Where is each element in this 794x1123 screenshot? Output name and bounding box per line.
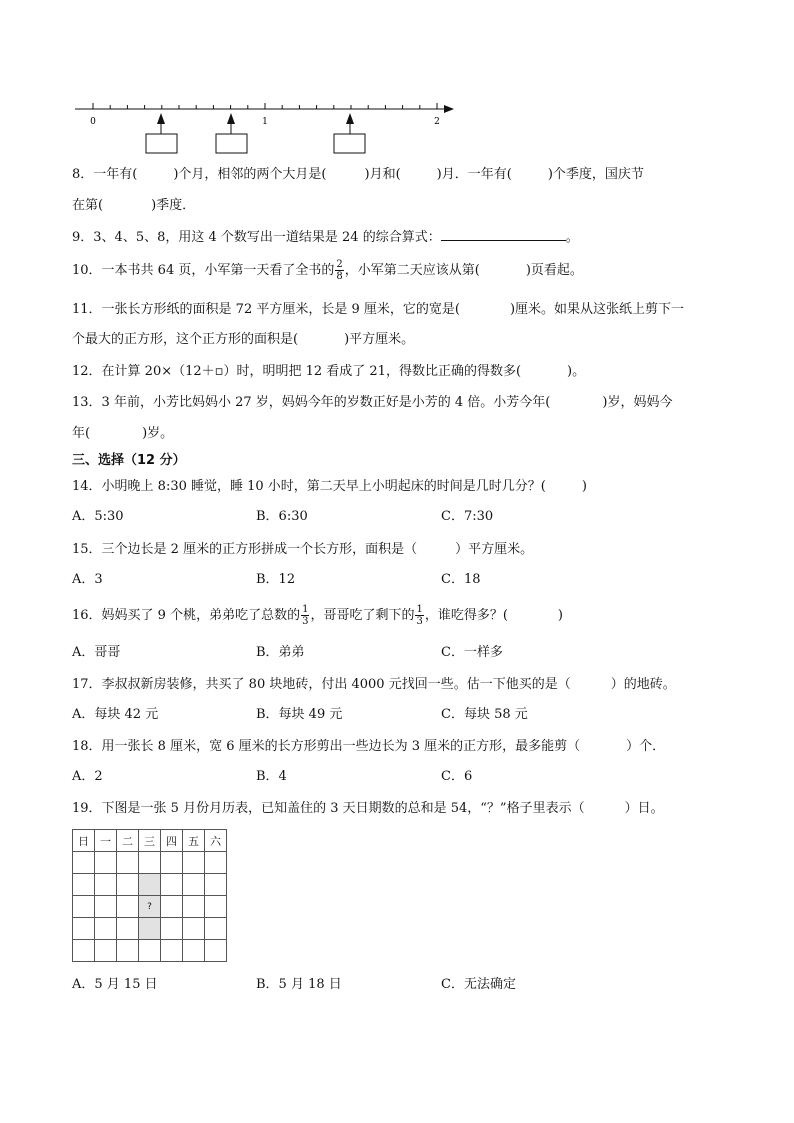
calendar-cell [73, 896, 95, 918]
answer-box-3 [334, 134, 365, 153]
q15-option-c[interactable]: C．18 [441, 572, 481, 587]
calendar-cell [205, 896, 227, 918]
calendar-header-cell: 四 [161, 830, 183, 852]
section-title-choice: 三、选择（12 分） [72, 453, 186, 468]
question-19: 19．下图是一张 5 月份月历表，已知盖住的 3 天日期数的总和是 54，“？”格子里表示（ ）日。 [72, 801, 664, 816]
number-line-figure [0, 0, 794, 160]
calendar-cell [183, 896, 205, 918]
q14-option-a[interactable]: A．5:30 [72, 509, 124, 524]
q17-option-a[interactable]: A．每块 42 元 [72, 707, 159, 722]
calendar-cell [183, 918, 205, 940]
calendar-cell [117, 874, 139, 896]
calendar-cell [205, 940, 227, 962]
fraction-1-3-a: $\frac{1}{3}$ [302, 604, 309, 627]
calendar-cell [161, 852, 183, 874]
number-line-label-0: 0 [90, 117, 96, 127]
calendar-cell [73, 852, 95, 874]
question-8-line-2: 在第( )季度． [72, 198, 196, 213]
number-line-ticks [93, 103, 437, 109]
calendar-cell [205, 874, 227, 896]
answer-box-2 [216, 134, 247, 153]
pointer-arrow-1 [146, 113, 177, 153]
calendar-cell [161, 896, 183, 918]
calendar-cell [95, 940, 117, 962]
q14-option-b[interactable]: B．6:30 [256, 509, 308, 524]
calendar-cell [95, 852, 117, 874]
pointer-arrow-2 [216, 113, 247, 153]
q19-option-b[interactable]: B．5 月 18 日 [256, 977, 342, 992]
q18-option-c[interactable]: C．6 [441, 769, 473, 784]
calendar-cell [183, 940, 205, 962]
q16-option-a[interactable]: A．哥哥 [72, 645, 121, 660]
q15-option-a[interactable]: A．3 [72, 572, 103, 587]
covered-cell [139, 874, 161, 896]
calendar-header-cell: 五 [183, 830, 205, 852]
q18-option-a[interactable]: A．2 [72, 769, 103, 784]
calendar-cell [73, 918, 95, 940]
calendar-cell [95, 874, 117, 896]
calendar-cell [205, 852, 227, 874]
question-10: 10．一本书共 64 页，小军第一天看了全书的 $\frac{2}{8}$ ，小军第二天应该从第( )页看起。 [72, 259, 583, 282]
q17-option-b[interactable]: B．每块 49 元 [256, 707, 343, 722]
question-9: 9．3、4、5、8，用这 4 个数写出一道结果是 24 的综合算式： 。 [72, 227, 579, 248]
q15-option-b[interactable]: B．12 [256, 572, 296, 587]
q16-option-b[interactable]: B．弟弟 [256, 645, 305, 660]
calendar-cell [161, 918, 183, 940]
calendar-header-cell: 二 [117, 830, 139, 852]
calendar-cell [117, 896, 139, 918]
question-11-line-2: 个最大的正方形，这个正方形的面积是( )平方厘米。 [72, 332, 415, 347]
number-line-label-2: 2 [434, 117, 440, 127]
q14-option-c[interactable]: C．7:30 [441, 509, 494, 524]
fraction-1-3-b: $\frac{1}{3}$ [416, 604, 423, 627]
calendar-cell [73, 940, 95, 962]
question-17: 17．李叔叔新房装修，共买了 80 块地砖，付出 4000 元找回一些。估一下他买的是（ ）的地砖。 [72, 677, 676, 692]
question-13-line-1: 13．3 年前，小芳比妈妈小 27 岁，妈妈今年的岁数正好是小芳的 4 倍。小芳今年( )岁，妈妈今 [72, 395, 673, 410]
question-11-line-1: 11．一张长方形纸的面积是 72 平方厘米，长是 9 厘米，它的宽是( )厘米。如果从这张纸上剪下一 [72, 302, 685, 317]
calendar-cell [205, 918, 227, 940]
calendar-row [73, 918, 227, 940]
question-16: 16．妈妈买了 9 个桃，弟弟吃了总数的 $\frac{1}{3}$ ，哥哥吃了剩下的 $\frac{1}{3}$ ，谁吃得多？( ) [72, 604, 563, 627]
calendar-row [73, 896, 227, 918]
calendar-header-cell: 三 [139, 830, 161, 852]
calendar-cell [139, 940, 161, 962]
q16-option-c[interactable]: C．一样多 [441, 645, 503, 660]
q17-option-c[interactable]: C．每块 58 元 [441, 707, 528, 722]
question-18: 18．用一张长 8 厘米，宽 6 厘米的长方形剪出一些边长为 3 厘米的正方形，最多能剪（ ）个． [72, 739, 666, 754]
calendar-cell [139, 852, 161, 874]
calendar-row [73, 874, 227, 896]
q18-option-b[interactable]: B．4 [256, 769, 287, 784]
answer-underline [441, 227, 566, 241]
question-14: 14．小明晚上 8:30 睡觉，睡 10 小时，第二天早上小明起床的时间是几时几分？( ) [72, 479, 587, 494]
question-12: 12．在计算 20×（12＋▫）时，明明把 12 看成了 21，得数比正确的得数多( )。 [72, 364, 586, 379]
calendar-cell [161, 940, 183, 962]
question-13-line-2: 年( )岁。 [72, 426, 174, 441]
fraction-2-8: $\frac{2}{8}$ [336, 259, 343, 282]
question-15: 15．三个边长是 2 厘米的正方形拼成一个长方形，面积是（ ）平方厘米。 [72, 542, 534, 557]
answer-box-1 [146, 134, 177, 153]
calendar-cell [161, 874, 183, 896]
calendar-cell [183, 852, 205, 874]
calendar-table [72, 829, 227, 962]
pointer-arrow-3 [334, 113, 365, 153]
calendar-cell [117, 852, 139, 874]
question-mark-cell: ? [139, 896, 161, 918]
calendar-header-row [73, 830, 227, 852]
calendar-header-cell: 一 [95, 830, 117, 852]
calendar-cell [117, 940, 139, 962]
covered-cell [139, 918, 161, 940]
calendar-cell [95, 896, 117, 918]
q19-option-c[interactable]: C．无法确定 [441, 977, 516, 992]
calendar-row [73, 852, 227, 874]
number-line-label-1: 1 [262, 117, 268, 127]
number-line-arrowhead [444, 105, 454, 113]
calendar-header-cell: 日 [73, 830, 95, 852]
calendar-cell [73, 874, 95, 896]
calendar-header-cell: 六 [205, 830, 227, 852]
question-8-line-1: 8．一年有( )个月，相邻的两个大月是( )月和( )月．一年有( )个季度，国庆节 [72, 167, 644, 182]
calendar-row [73, 940, 227, 962]
q19-option-a[interactable]: A．5 月 15 日 [72, 977, 158, 992]
calendar-cell [117, 918, 139, 940]
calendar-cell [183, 874, 205, 896]
calendar-cell [95, 918, 117, 940]
